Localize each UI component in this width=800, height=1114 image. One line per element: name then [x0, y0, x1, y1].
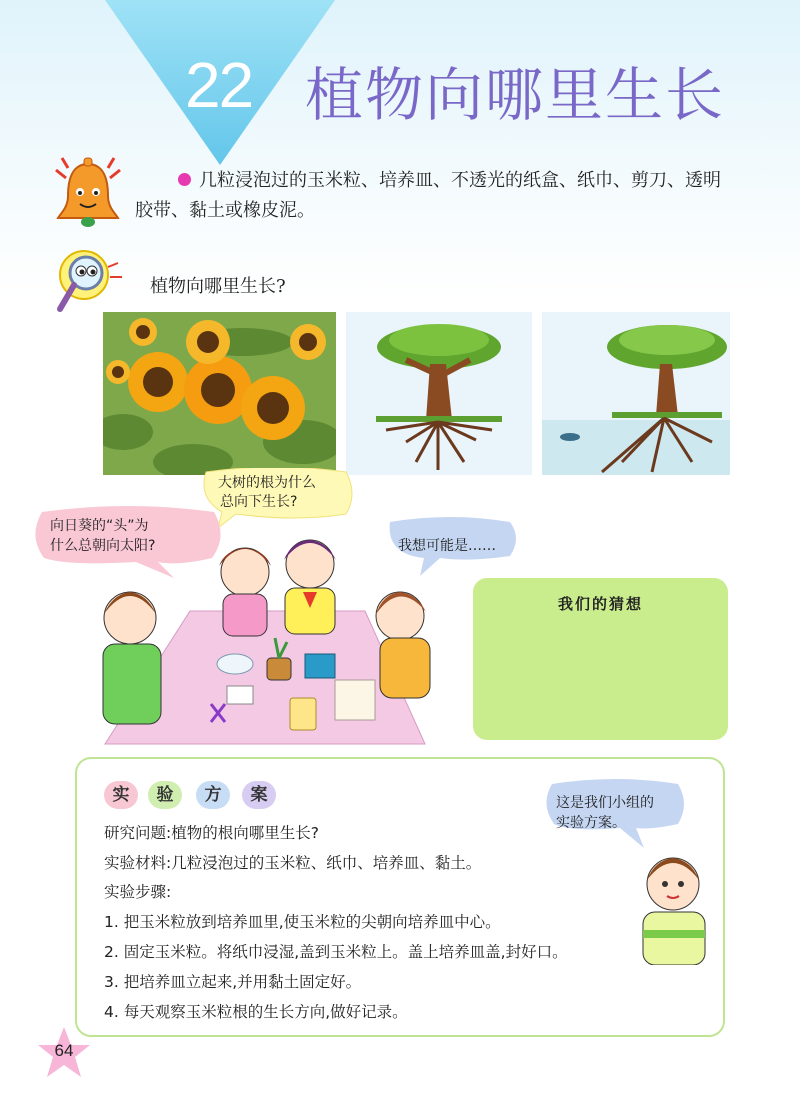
plan-bubble-line1: 这是我们小组的: [556, 795, 654, 811]
bell-icon: [48, 150, 128, 240]
question-text: 植物向哪里生长?: [150, 276, 286, 297]
plan-tag-char: 案: [242, 781, 276, 809]
plan-materials: 实验材料:几粒浸泡过的玉米粒、纸巾、培养皿、黏土。: [104, 854, 482, 872]
plan-research-question: 研究问题:植物的根向哪里生长?: [104, 824, 319, 842]
guess-thought-text: 我想可能是……: [398, 538, 496, 554]
plan-tag-char: 实: [104, 781, 138, 809]
plan-step-1: 1. 把玉米粒放到培养皿里,使玉米粒的尖朝向培养皿中心。: [104, 913, 501, 931]
tree-roots-water-illustration: [542, 312, 730, 475]
sunflower-question-line1: 向日葵的“头”为: [50, 518, 149, 534]
our-guess-title: 我们的猜想: [557, 595, 643, 613]
plan-bubble-line2: 实验方案。: [556, 815, 626, 831]
plan-steps-heading: 实验步骤:: [104, 883, 172, 901]
lesson-title: 植物向哪里生长: [305, 61, 726, 129]
sunflower-question-line2: 什么总朝向太阳?: [50, 538, 156, 554]
tree-question-line1: 大树的根为什么: [218, 475, 316, 491]
children-discussion-illustration: [95, 526, 460, 754]
plan-step-4: 4. 每天观察玉米粒根的生长方向,做好记录。: [104, 1003, 408, 1021]
tree-question-line2: 总向下生长?: [220, 494, 298, 510]
magnifier-icon: [50, 247, 130, 317]
boy-illustration: [625, 850, 717, 965]
page-number: 64: [54, 1041, 74, 1060]
tree-roots-land-illustration: [346, 312, 532, 475]
plan-speech-bubble: [540, 778, 690, 848]
lesson-number: 22: [185, 49, 253, 121]
materials-text: 几粒浸泡过的玉米粒、培养皿、不透光的纸盒、纸巾、剪刀、透明胶带、黏土或橡皮泥。: [135, 170, 721, 221]
sunflowers-photo: [103, 312, 336, 475]
plan-step-2: 2. 固定玉米粒。将纸巾浸湿,盖到玉米粒上。盖上培养皿盖,封好口。: [104, 943, 568, 961]
plan-tag-char: 方: [196, 781, 230, 809]
plan-step-3: 3. 把培养皿立起来,并用黏土固定好。: [104, 973, 362, 991]
plan-tag-char: 验: [148, 781, 182, 809]
